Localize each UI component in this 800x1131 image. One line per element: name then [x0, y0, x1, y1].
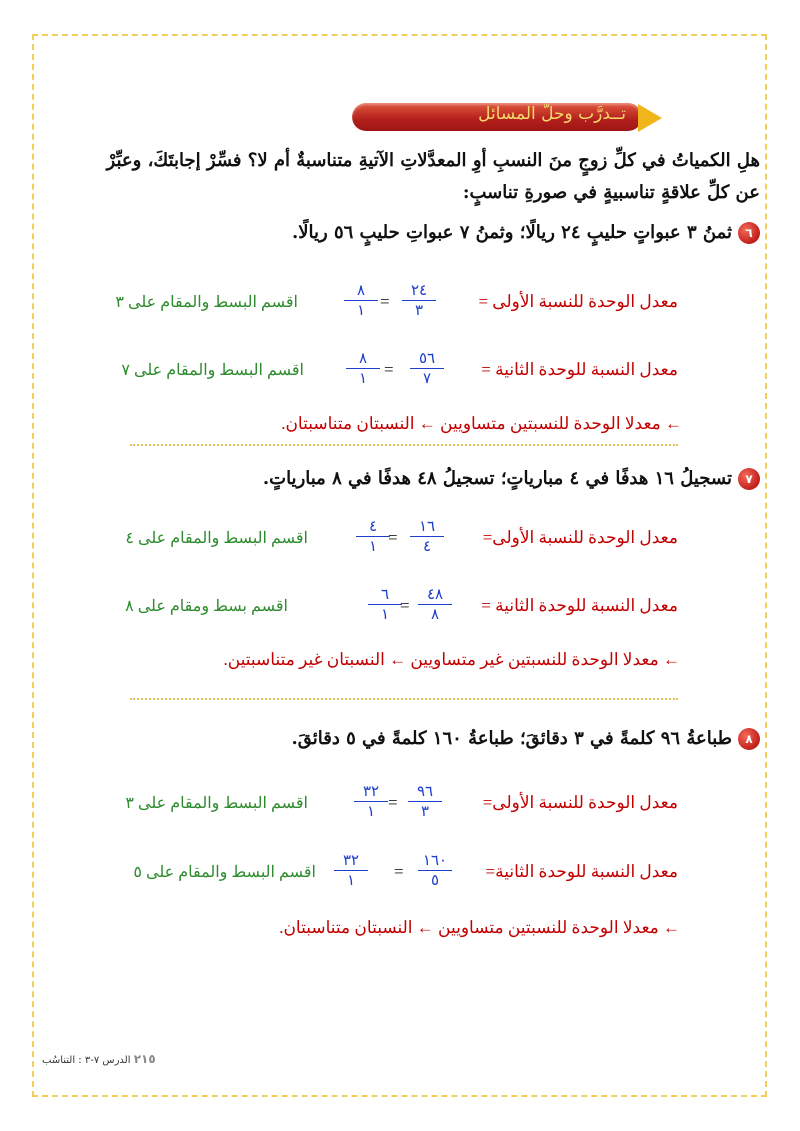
fraction: ٨ ١ [344, 281, 378, 319]
problem-number-badge: ٨ [738, 728, 760, 750]
problem-text: تسجيلُ ١٦ هدفًا في ٤ مبارياتٍ؛ تسجيلُ ٤٨ هدفًا في ٨ مبارياتٍ. [262, 468, 732, 489]
equals-sign: = [400, 596, 410, 615]
problem-text: ثمنُ ٣ عبواتٍ حليبٍ ٢٤ ريالًا؛ وثمنُ ٧ عبواتِ حليبٍ ٥٦ ريالًا. [291, 222, 732, 243]
equals-sign: = [388, 528, 398, 547]
fraction: ٥٦ ٧ [410, 349, 444, 387]
intro-line-1: هلِ الكمياتُ في كلِّ زوجٍ منَ النسبِ أوِ المعدَّلاتِ الآتيةِ متناسبةٌ أم لا؟ فسِّرْ إجابتَكَ، وعبِّرْ [106, 150, 760, 171]
row-note: اقسم البسط والمقام على ٣ [115, 294, 298, 311]
page-number: ٢١٥ [133, 1052, 156, 1066]
banner-arrow-icon [638, 104, 662, 132]
problem-7 [263, 468, 760, 490]
conclusion: ← معدلا الوحدة للنسبتين متساويين ← النسبتان متناسبتان. [279, 918, 680, 937]
row-label: معدل الوحدة للنسبة الأولى= [482, 793, 678, 812]
lesson-label: الدرس ٧-٣ : التناسُب [42, 1055, 131, 1066]
fraction: ١٦٠ ٥ [418, 851, 452, 889]
fraction: ٨ ١ [346, 349, 380, 387]
banner-title: تــدرَّب وحلّ المسائل [478, 104, 626, 124]
fraction: ٣٢ ١ [354, 782, 388, 820]
fraction: ٦ ١ [368, 585, 402, 623]
row-note: اقسم البسط والمقام على ٧ [121, 362, 304, 379]
dotted-separator [130, 698, 678, 700]
equals-sign: = [380, 292, 390, 311]
equals-sign: = [394, 862, 404, 881]
row-note: اقسم البسط والمقام على ٥ [133, 864, 316, 881]
fraction: ٢٤ ٣ [402, 281, 436, 319]
row-note: اقسم بسط ومقام على ٨ [125, 598, 288, 615]
problem-8 [291, 728, 760, 750]
page-footer [42, 1052, 156, 1066]
section-banner [352, 100, 670, 136]
equals-sign: = [384, 360, 394, 379]
dotted-separator [130, 444, 678, 446]
fraction: ٩٦ ٣ [408, 782, 442, 820]
problem-number-badge: ٦ [738, 222, 760, 244]
conclusion: ← معدلا الوحدة للنسبتين متساويين ← النسبتان متناسبتان. [281, 414, 682, 433]
equals-sign: = [388, 793, 398, 812]
row-label: معدل النسبة للوحدة الثانية= [485, 862, 678, 881]
fraction: ١٦ ٤ [410, 517, 444, 555]
fraction: ٤٨ ٨ [418, 585, 452, 623]
row-note: اقسم البسط والمقام على ٤ [125, 530, 308, 547]
problem-6 [292, 222, 760, 244]
problem-number-badge: ٧ [738, 468, 760, 490]
row-label: معدل النسبة للوحدة الثانية = [481, 596, 678, 615]
row-label: معدل الوحدة للنسبة الأولى = [478, 292, 678, 311]
row-note: اقسم البسط والمقام على ٣ [125, 795, 308, 812]
conclusion: ← معدلا الوحدة للنسبتين غير متساويين ← النسبتان غير متناسبتين. [223, 650, 680, 669]
intro-line-2: عن كلِّ علاقةٍ تناسبيةٍ في صورةِ تناسبٍ: [462, 182, 760, 203]
row-label: معدل الوحدة للنسبة الأولى= [482, 528, 678, 547]
fraction: ٤ ١ [356, 517, 390, 555]
row-label: معدل النسبة للوحدة الثانية = [481, 360, 678, 379]
problem-text: طباعةُ ٩٦ كلمةً في ٣ دقائقَ؛ طباعةُ ١٦٠ كلمةً في ٥ دقائقَ. [291, 728, 732, 749]
fraction: ٣٢ ١ [334, 851, 368, 889]
